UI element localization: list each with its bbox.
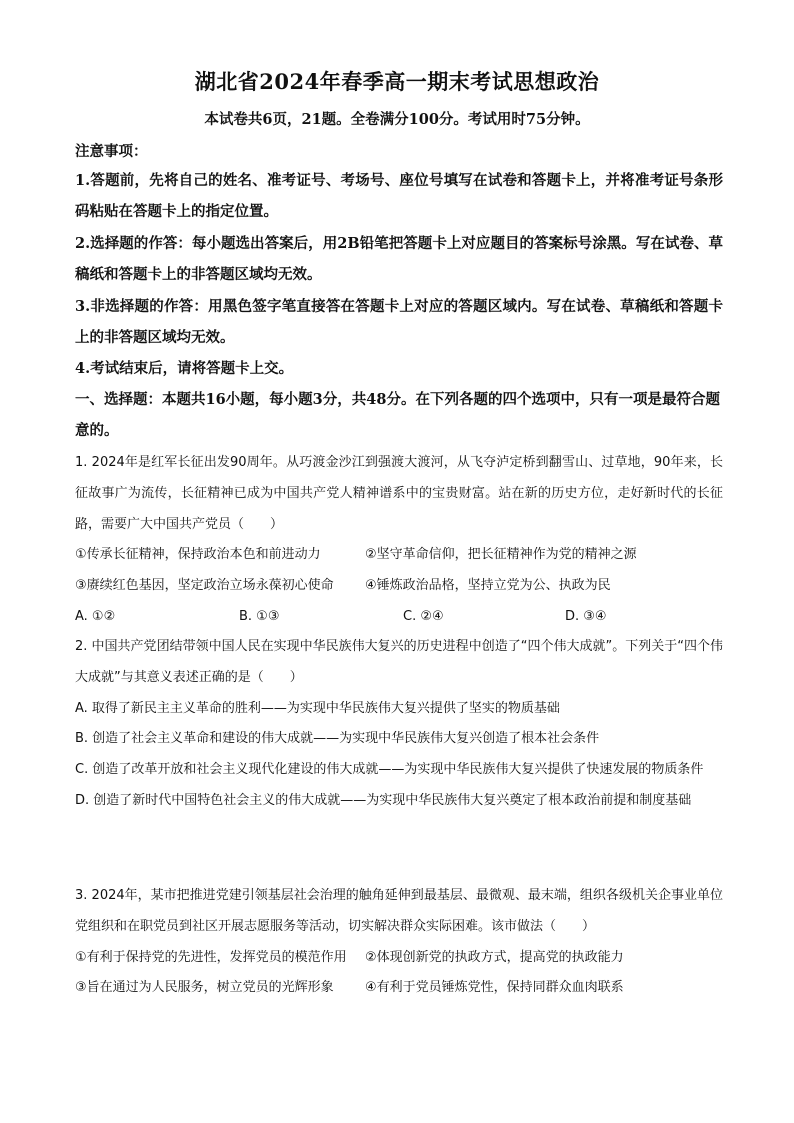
question-stem: 2. 中国共产党团结带领中国人民在实现中华民族伟大复兴的历史进程中创造了“四个伟大成就”。下列关于“四个伟大成就”与其意义表述正确的是（ ） <box>75 639 723 685</box>
note-item: 1.答题前，先将自己的姓名、准考证号、考场号、座位号填写在试卷和答题卡上，并将准考证号条形码粘贴在答题卡上的指定位置。 <box>75 172 723 220</box>
section-heading: 一、选择题：本题共16小题，每小题3分，共48分。在下列各题的四个选项中，只有一项是最符合题意的。 <box>75 391 720 439</box>
statement-row <box>75 571 723 602</box>
question-1 <box>75 448 723 633</box>
note-item: 2.选择题的作答：每小题选出答案后，用2B铅笔把答题卡上对应题目的答案标号涂黑。写在试卷、草稿纸和答题卡上的非答题区域均无效。 <box>75 235 723 283</box>
question-3 <box>75 881 723 1004</box>
statement-item: ①传承长征精神，保持政治本色和前进动力 <box>75 547 321 563</box>
exam-info: 本试卷共6页，21题。全卷满分100分。考试用时75分钟。 <box>204 111 590 128</box>
statement-item: ④锤炼政治品格，坚持立党为公、执政为民 <box>365 578 611 594</box>
statement-item: ④有利于党员锤炼党性，保持同群众血肉联系 <box>365 980 624 996</box>
statement-row <box>75 973 723 1004</box>
statement-row <box>75 540 723 571</box>
question-stem: 3. 2024年，某市把推进党建引领基层社会治理的触角延伸到最基层、最微观、最末端，组织各级机关企事业单位党组织和在职党员到社区开展志愿服务等活动，切实解决群众实际困难。该市做法（ ） <box>75 888 723 934</box>
statement-item: ②体现创新党的执政方式，提高党的执政能力 <box>365 949 624 965</box>
question-2 <box>75 632 723 817</box>
page-title: 湖北省2024年春季高一期末考试思想政治 <box>194 69 600 94</box>
note-item: 3.非选择题的作答：用黑色签字笔直接答在答题卡上对应的答题区域内。写在试卷、草稿纸和答题卡上的非答题区域均无效。 <box>75 298 723 346</box>
statement-item: ②坚守革命信仰，把长征精神作为党的精神之源 <box>365 547 637 563</box>
notes-heading: 注意事项： <box>75 143 148 160</box>
option-b: B. 创造了社会主义革命和建设的伟大成就——为实现中华民族伟大复兴创造了根本社会条件 <box>75 731 600 747</box>
option-d: D. 创造了新时代中国特色社会主义的伟大成就——为实现中华民族伟大复兴奠定了根本政治前提和制度基础 <box>75 792 692 808</box>
options-row <box>75 602 723 633</box>
question-stem: 1. 2024年是红军长征出发90周年。从巧渡金沙江到强渡大渡河，从飞夺泸定桥到翻雪山、过草地，90年来，长征故事广为流传，长征精神已成为中国共产党人精神谱系中的宝贵财富。站在新的历史方位，走好新时代的长征路，需要广大中国共产党员（ ） <box>75 455 723 532</box>
option-d: D. ③④ <box>565 608 607 624</box>
option-a: A. ①② <box>75 608 116 624</box>
statement-item: ③赓续红色基因，坚定政治立场永葆初心使命 <box>75 578 334 594</box>
statement-item: ①有利于保持党的先进性，发挥党员的模范作用 <box>75 949 347 965</box>
option-c: C. 创造了改革开放和社会主义现代化建设的伟大成就——为实现中华民族伟大复兴提供了快速发展的物质条件 <box>75 762 704 778</box>
option-c: C. ②④ <box>403 608 444 624</box>
statement-item: ③旨在通过为人民服务，树立党员的光辉形象 <box>75 980 334 996</box>
option-a: A. 取得了新民主主义革命的胜利——为实现中华民族伟大复兴提供了坚实的物质基础 <box>75 700 560 716</box>
note-item: 4.考试结束后，请将答题卡上交。 <box>75 360 294 377</box>
statement-row <box>75 943 723 974</box>
option-b: B. ①③ <box>239 608 280 624</box>
